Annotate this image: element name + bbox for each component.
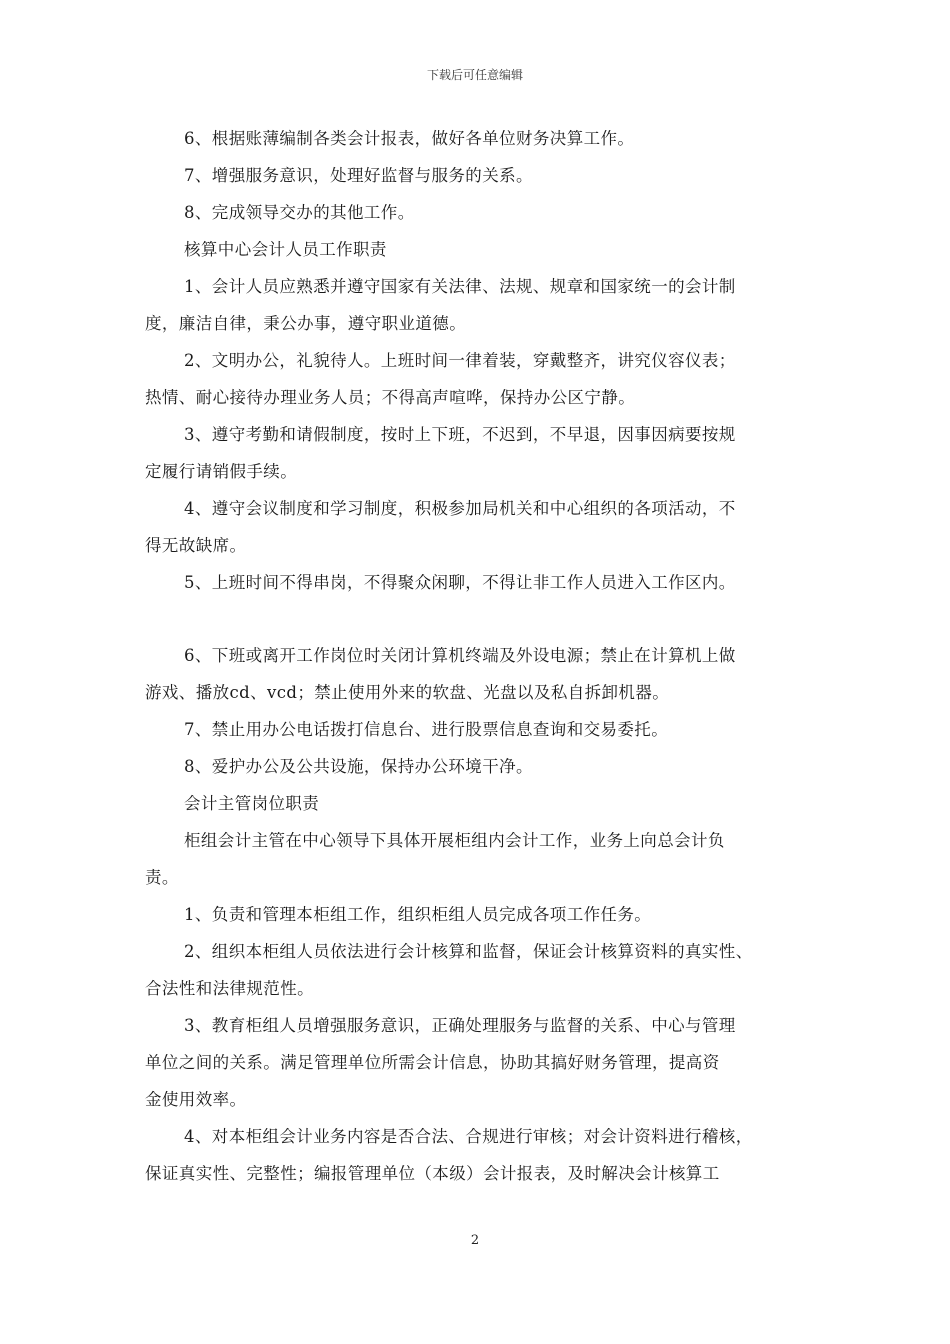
paragraph-line: 5、上班时间不得串岗，不得聚众闲聊，不得让非工作人员进入工作区内。 bbox=[184, 573, 736, 592]
paragraph-line: 保证真实性、完整性；编报管理单位（本级）会计报表，及时解决会计核算工 bbox=[145, 1164, 720, 1183]
paragraph-line: 合法性和法律规范性。 bbox=[145, 979, 314, 998]
paragraph-line: 责。 bbox=[145, 868, 179, 887]
page-header: 下载后可任意编辑 bbox=[426, 68, 523, 82]
paragraph-line: 3、遵守考勤和请假制度，按时上下班，不迟到，不早退，因事因病要按规 bbox=[184, 425, 736, 444]
paragraph-line: 单位之间的关系。满足管理单位所需会计信息，协助其搞好财务管理，提高资 bbox=[145, 1053, 720, 1072]
paragraph-line: 8、爱护办公及公共设施，保持办公环境干净。 bbox=[184, 757, 533, 776]
document-body bbox=[145, 120, 810, 1192]
paragraph-line: 2、文明办公，礼貌待人。上班时间一律着装，穿戴整齐，讲究仪容仪表； bbox=[184, 351, 736, 370]
blank-line bbox=[145, 601, 810, 637]
section-heading: 会计主管岗位职责 bbox=[184, 794, 320, 813]
paragraph-line: 7、禁止用办公电话拨打信息台、进行股票信息查询和交易委托。 bbox=[184, 720, 669, 739]
paragraph-line: 6、下班或离开工作岗位时关闭计算机终端及外设电源；禁止在计算机上做 bbox=[184, 646, 736, 665]
paragraph-line: 1、会计人员应熟悉并遵守国家有关法律、法规、规章和国家统一的会计制 bbox=[184, 277, 736, 296]
paragraph-line: 定履行请销假手续。 bbox=[145, 462, 298, 481]
paragraph-line: 6、根据账薄编制各类会计报表，做好各单位财务决算工作。 bbox=[184, 129, 635, 148]
paragraph-line: 热情、耐心接待办理业务人员；不得高声喧哗，保持办公区宁静。 bbox=[145, 388, 636, 407]
page-number: 2 bbox=[470, 1233, 480, 1248]
paragraph-line: 4、遵守会议制度和学习制度，积极参加局机关和中心组织的各项活动，不 bbox=[184, 499, 736, 518]
paragraph-line: 游戏、播放cd、vcd；禁止使用外来的软盘、光盘以及私自拆卸机器。 bbox=[145, 683, 670, 702]
paragraph-line: 3、教育柜组人员增强服务意识，正确处理服务与监督的关系、中心与管理 bbox=[184, 1016, 736, 1035]
paragraph-line: 2、组织本柜组人员依法进行会计核算和监督，保证会计核算资料的真实性、 bbox=[184, 942, 753, 961]
section-heading: 核算中心会计人员工作职责 bbox=[184, 240, 387, 259]
paragraph-line: 7、增强服务意识，处理好监督与服务的关系。 bbox=[184, 166, 533, 185]
paragraph-line: 得无故缺席。 bbox=[145, 536, 247, 555]
paragraph-line: 8、完成领导交办的其他工作。 bbox=[184, 203, 415, 222]
paragraph-line: 1、负责和管理本柜组工作，组织柜组人员完成各项工作任务。 bbox=[184, 905, 652, 924]
paragraph-line: 4、对本柜组会计业务内容是否合法、合规进行审核；对会计资料进行稽核， bbox=[184, 1127, 753, 1146]
paragraph-line: 金使用效率。 bbox=[145, 1090, 247, 1109]
paragraph-line: 度，廉洁自律，秉公办事，遵守职业道德。 bbox=[145, 314, 467, 333]
paragraph-line: 柜组会计主管在中心领导下具体开展柜组内会计工作，业务上向总会计负 bbox=[184, 831, 725, 850]
